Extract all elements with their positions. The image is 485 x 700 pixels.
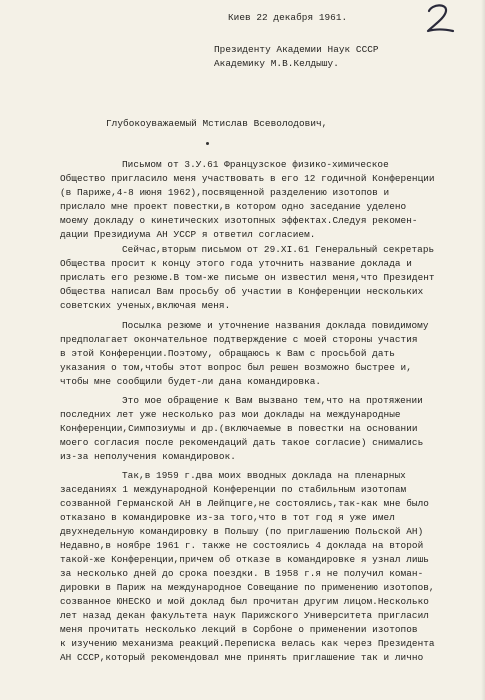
paragraph-4-line-1: Это мое обращение к Вам вызвано тем,что на протяжении xyxy=(122,395,423,406)
paragraph-5-line-7: такой-же Конференции,причем об отказе в командировке я узнал лишь xyxy=(60,554,429,565)
paragraph-2-line-5: советских ученых,включая меня. xyxy=(60,300,231,311)
paragraph-5-line-10: созванное ЮНЕСКО и мой доклад был прочитан другим лицом.Несколько xyxy=(60,596,429,607)
paragraph-2-line-1: Сейчас,вторым письмом от 29.XI.61 Генеральный секретарь xyxy=(122,244,435,255)
paragraph-5-line-4: отказано в командировке из-за того,что в тот год я уже имел xyxy=(60,512,395,523)
paragraph-4-line-5: из-за неполучения командировок. xyxy=(60,451,236,462)
paragraph-3-line-4: указания о том,чтобы этот вопрос был решен возможно быстрее и, xyxy=(60,362,412,373)
paragraph-1-line-6: дации Президиума АН УССР я ответил согласием. xyxy=(60,229,316,240)
paragraph-1-line-5: моему докладу о кинетических изотопных эффектах.Следуя рекомен- xyxy=(60,215,418,226)
paragraph-4-line-4: моего согласия после рекомендаций дать такое согласие) снимались xyxy=(60,437,424,448)
paragraph-5-line-9: дировки в Париж на международное Совещание по применению изотопов, xyxy=(60,582,435,593)
paragraph-5-line-6: Недавно,в ноябре 1961 г. также не состоялись 4 доклада на второй xyxy=(60,540,424,551)
paragraph-4-line-3: Конференции,Симпозиумы и др.(включаемые в повестки на основании xyxy=(60,423,418,434)
addressee-line-1: Президенту Академии Наук СССР xyxy=(214,44,379,55)
paragraph-5-line-11: лет назад декан факультета наук Парижского Университета пригласил xyxy=(60,610,429,621)
paragraph-5-line-1: Так,в 1959 г.два моих вводных доклада на пленарных xyxy=(122,470,406,481)
salutation: Глубокоуважаемый Мстислав Всеволодович, xyxy=(106,118,328,129)
paragraph-4-line-2: последних лет уже несколько раз мои доклады на международные xyxy=(60,409,401,420)
handwritten-page-number xyxy=(420,2,460,36)
date-line: Киев 22 декабря 1961. xyxy=(228,12,348,23)
paragraph-5-line-8: за несколько дней до срока поездки. В 1958 г.я не получил коман- xyxy=(60,568,424,579)
paragraph-5-line-14: АН СССР,который рекомендовал мне принять приглашение так и лично xyxy=(60,652,424,663)
paragraph-3-line-2: предполагает окончательное подтверждение с моей стороны участия xyxy=(60,334,418,345)
handwritten-number-glyph xyxy=(420,2,460,36)
paragraph-5-line-12: меня прочитать несколько лекций в Сорбоне о применении изотопов xyxy=(60,624,418,635)
paragraph-3-line-5: чтобы мне сообщили будет-ли дана командировка. xyxy=(60,376,322,387)
paragraph-2-line-2: Общества просит к концу этого года уточнить название доклада и xyxy=(60,258,412,269)
paragraph-2-line-4: Общества написал Вам просьбу об участии в Конференции нескольких xyxy=(60,286,424,297)
stray-dot xyxy=(206,142,209,145)
paragraph-1-line-4: прислало мне проект повестки,в котором одно заседание уделено xyxy=(60,201,407,212)
paragraph-3-line-3: в этой Конференции.Поэтому, обращаюсь к Вам с просьбой дать xyxy=(60,348,395,359)
paragraph-1-line-3: (в Париже,4-8 июня 1962),посвященной разделению изотопов и xyxy=(60,187,390,198)
paragraph-5-line-3: созванной Германской АН в Лейпциге,не состоялись,так-как мне было xyxy=(60,498,429,509)
paragraph-5-line-5: двухнедельную командировку в Польшу (по приглашению Польской АН) xyxy=(60,526,424,537)
paragraph-1-line-1: Письмом от 3.У.61 Французское физико-химическое xyxy=(122,159,389,170)
paragraph-5-line-2: заседаниях 1 международной Конференции по стабильным изотопам xyxy=(60,484,407,495)
paragraph-1-line-2: Общество пригласило меня участвовать в его 12 годичной Конференции xyxy=(60,173,435,184)
paragraph-5-line-13: к изучению механизма реакций.Переписка велась как через Президента xyxy=(60,638,435,649)
paragraph-2-line-3: прислать его резюме.В том-же письме он известил меня,что Президент xyxy=(60,272,435,283)
addressee-line-2: Академику М.В.Келдышу. xyxy=(214,58,339,69)
paper-edge-shadow xyxy=(481,0,485,700)
paragraph-3-line-1: Посылка резюме и уточнение названия доклада повидимому xyxy=(122,320,429,331)
